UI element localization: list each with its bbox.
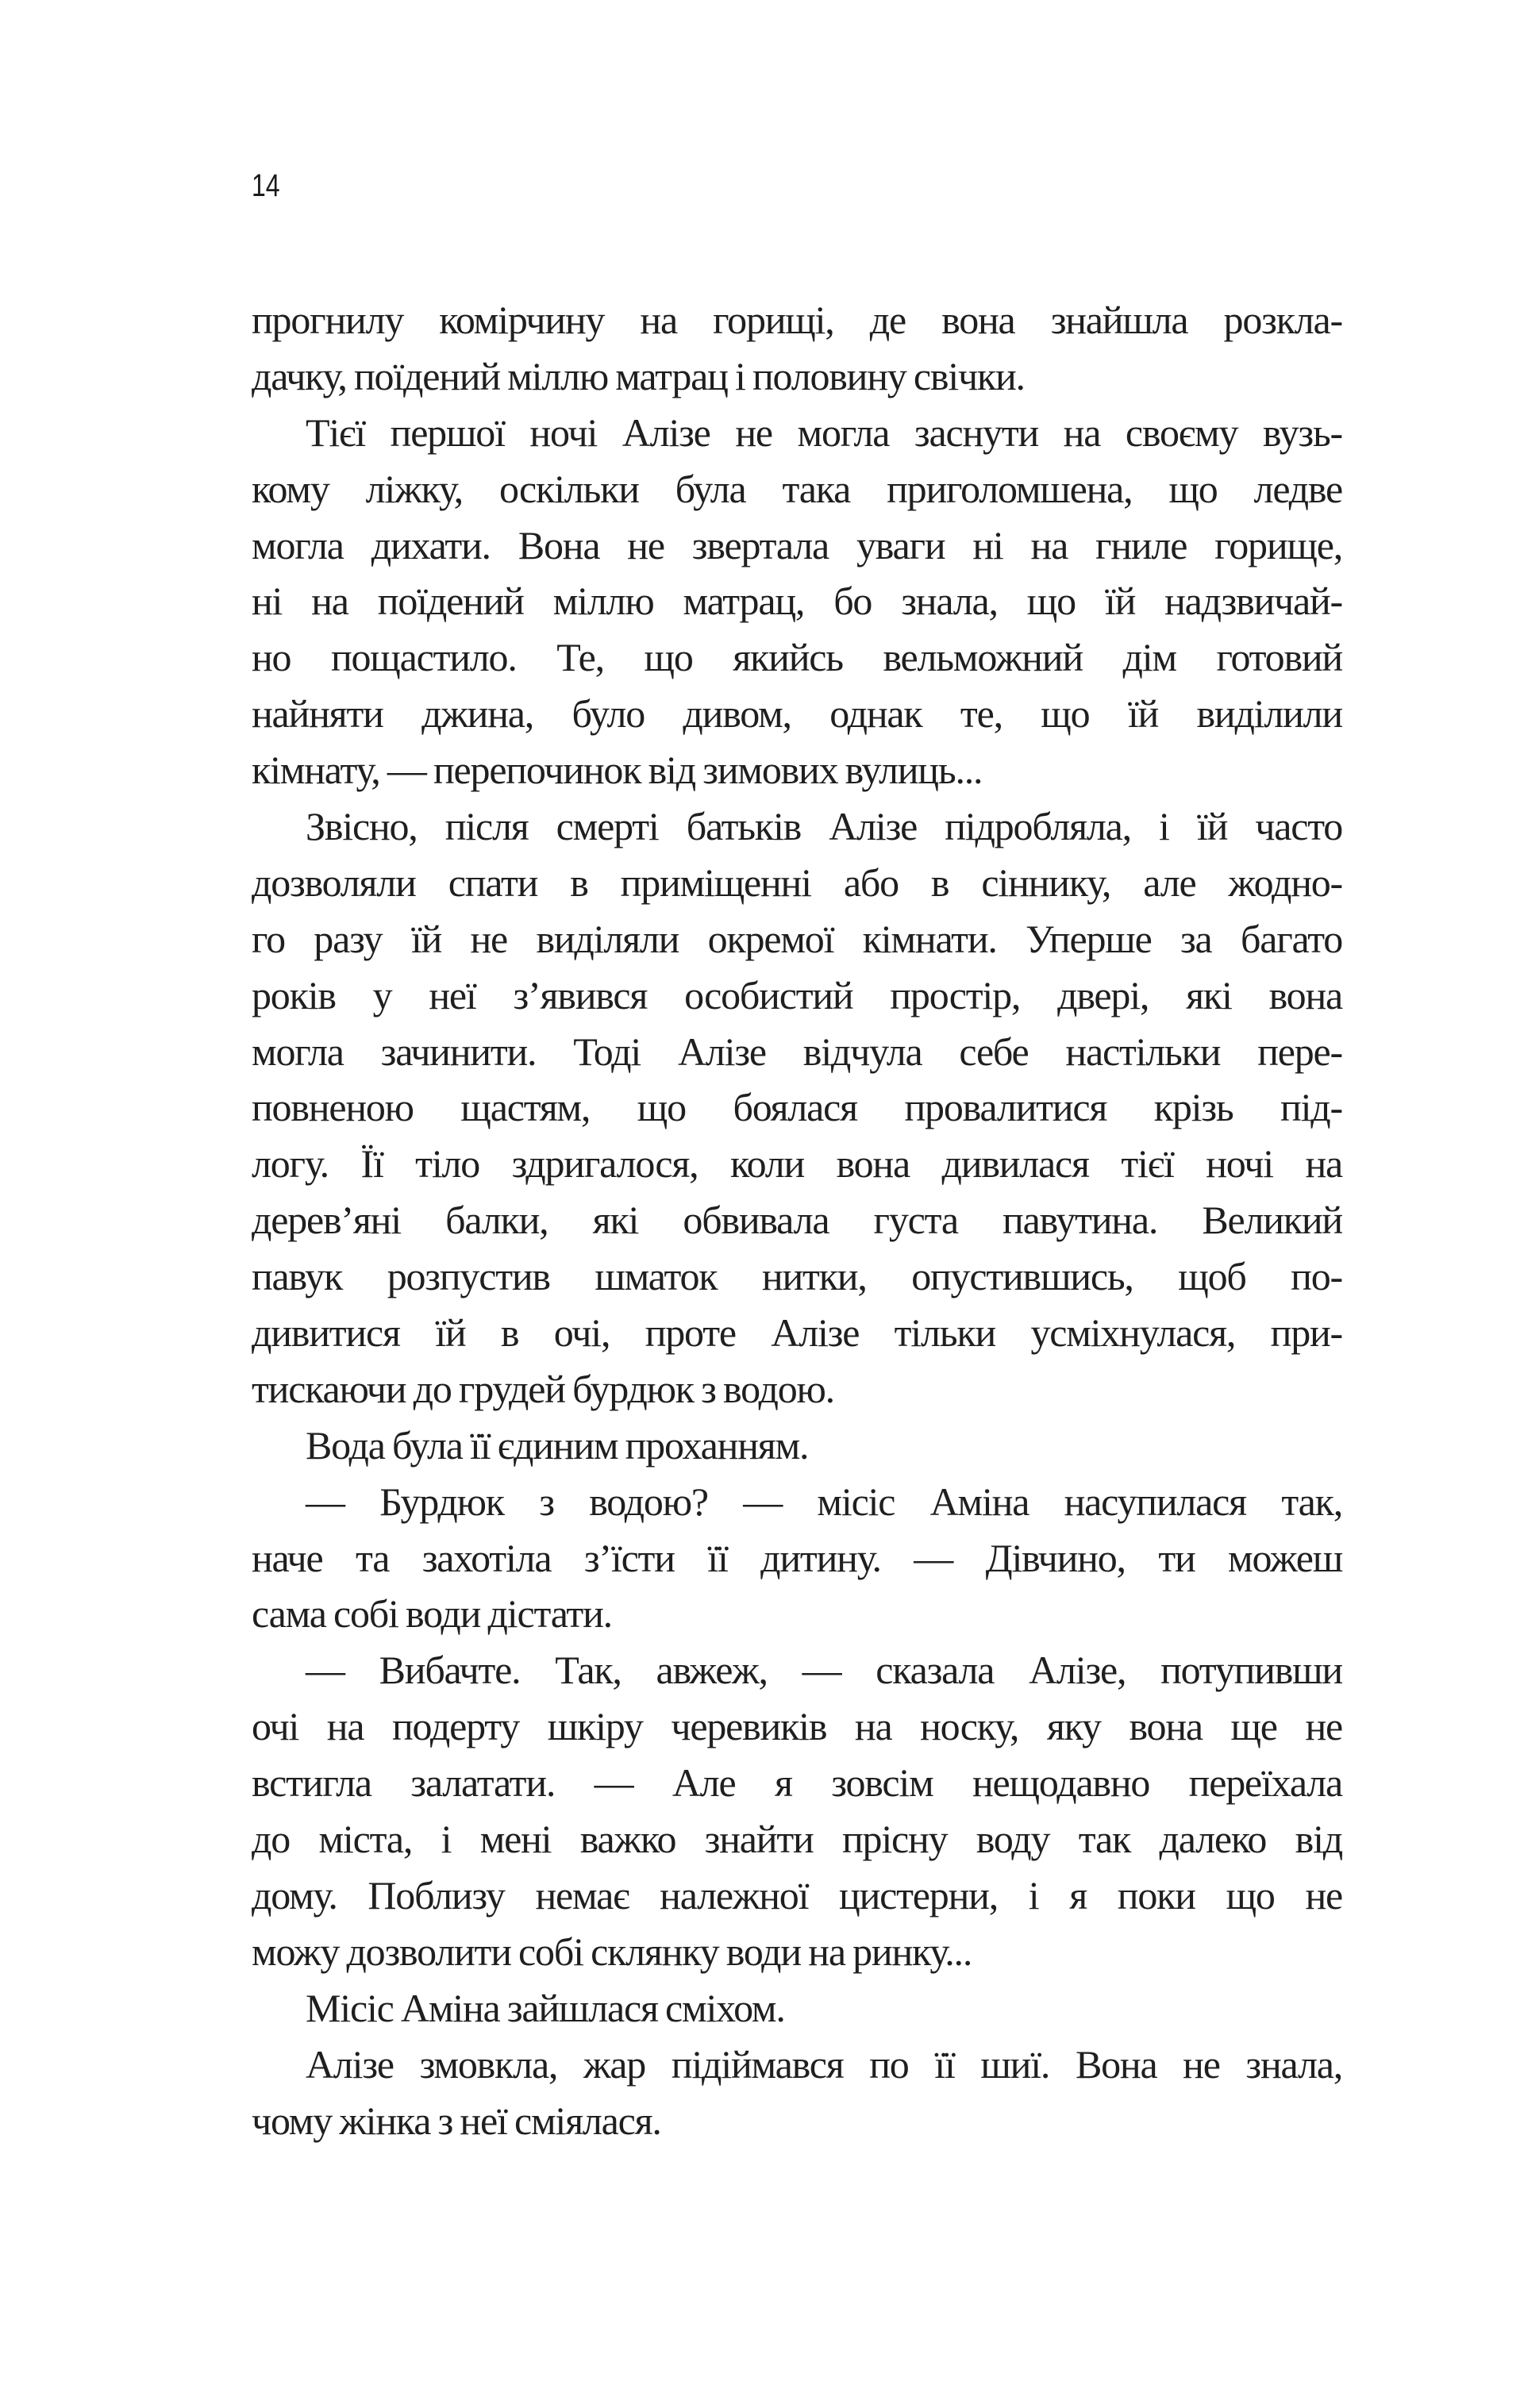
paragraph-line: кому ліжку, оскільки була така приголомшена, що ледве xyxy=(252,466,1342,511)
paragraph-line: Вода була її єдиним проханням. xyxy=(306,1422,809,1467)
paragraph-line: дерев’яні балки, які обвивала густа павутина. Великий xyxy=(252,1198,1342,1243)
paragraph-line: наче та захотіла з’їсти її дитину. — Дівчино, ти можеш xyxy=(252,1535,1342,1580)
paragraph-line: го разу їй не виділяли окремої кімнати. Уперше за багато xyxy=(252,916,1342,961)
paragraph-line: дозволяли спати в приміщенні або в сіннику, але жодно- xyxy=(252,860,1342,905)
paragraph-line: — Бурдюк з водою? — місіс Аміна насупилася так, xyxy=(306,1479,1342,1524)
paragraph-line: Звісно, після смерті батьків Алізе підробляла, і їй часто xyxy=(306,804,1342,849)
paragraph-line: ні на поїдений міллю матрац, бо знала, що їй надзвичай- xyxy=(252,579,1342,624)
page-number: 14 xyxy=(252,168,280,203)
paragraph-line: логу. Її тіло здригалося, коли вона дивилася тієї ночі на xyxy=(252,1141,1342,1187)
paragraph-line: встигла залатати. — Але я зовсім нещодавно переїхала xyxy=(252,1760,1342,1806)
paragraph-line: дачку, поїдений міллю матрац і половину свічки. xyxy=(252,353,1025,398)
paragraph-line: сама собі води дістати. xyxy=(252,1591,612,1637)
paragraph-line: могла дихати. Вона не звертала уваги ні на гниле горище, xyxy=(252,522,1342,567)
paragraph-line: кімнату, — перепочинок від зимових вулиць... xyxy=(252,748,983,793)
paragraph-line: дому. Поблизу немає належної цистерни, і я поки що не xyxy=(252,1872,1342,1918)
paragraph-line: повненою щастям, що боялася провалитися крізь під- xyxy=(252,1085,1342,1130)
paragraph-line: найняти джина, було дивом, однак те, що їй виділили xyxy=(252,691,1342,737)
paragraph-line: можу дозволити собі склянку води на ринку... xyxy=(252,1929,972,1974)
paragraph-line: Алізе змовкла, жар підіймався по її шиї. Вона не знала, xyxy=(306,2041,1342,2087)
paragraph-line: но пощастило. Те, що якийсь вельможний дім готовий xyxy=(252,635,1342,680)
paragraph-line: павук розпустив шматок нитки, опустившись, щоб по- xyxy=(252,1254,1342,1299)
paragraph-line: очі на подерту шкіру черевиків на носку, яку вона ще не xyxy=(252,1704,1342,1749)
paragraph-line: Тієї першої ночі Алізе не могла заснути на своєму вузь- xyxy=(306,410,1342,455)
paragraph-line: дивитися їй в очі, проте Алізе тільки усміхнулася, при- xyxy=(252,1310,1342,1356)
paragraph-line: чому жінка з неї сміялася. xyxy=(252,2098,661,2143)
paragraph-line: Місіс Аміна зайшлася сміхом. xyxy=(306,1985,785,2030)
paragraph-line: могла зачинити. Тоді Алізе відчула себе настільки пере- xyxy=(252,1029,1342,1074)
paragraph-line: тискаючи до грудей бурдюк з водою. xyxy=(252,1366,834,1411)
paragraph-line: прогнилу комірчину на горищі, де вона знайшла розкла- xyxy=(252,298,1342,342)
paragraph-line: до міста, і мені важко знайти прісну воду так далеко від xyxy=(252,1817,1342,1862)
body-text xyxy=(252,292,1342,2148)
paragraph-line: років у неї з’явився особистий простір, двері, які вона xyxy=(252,972,1342,1017)
paragraph-line: — Вибачте. Так, авжеж, — сказала Алізе, потупивши xyxy=(306,1648,1342,1693)
